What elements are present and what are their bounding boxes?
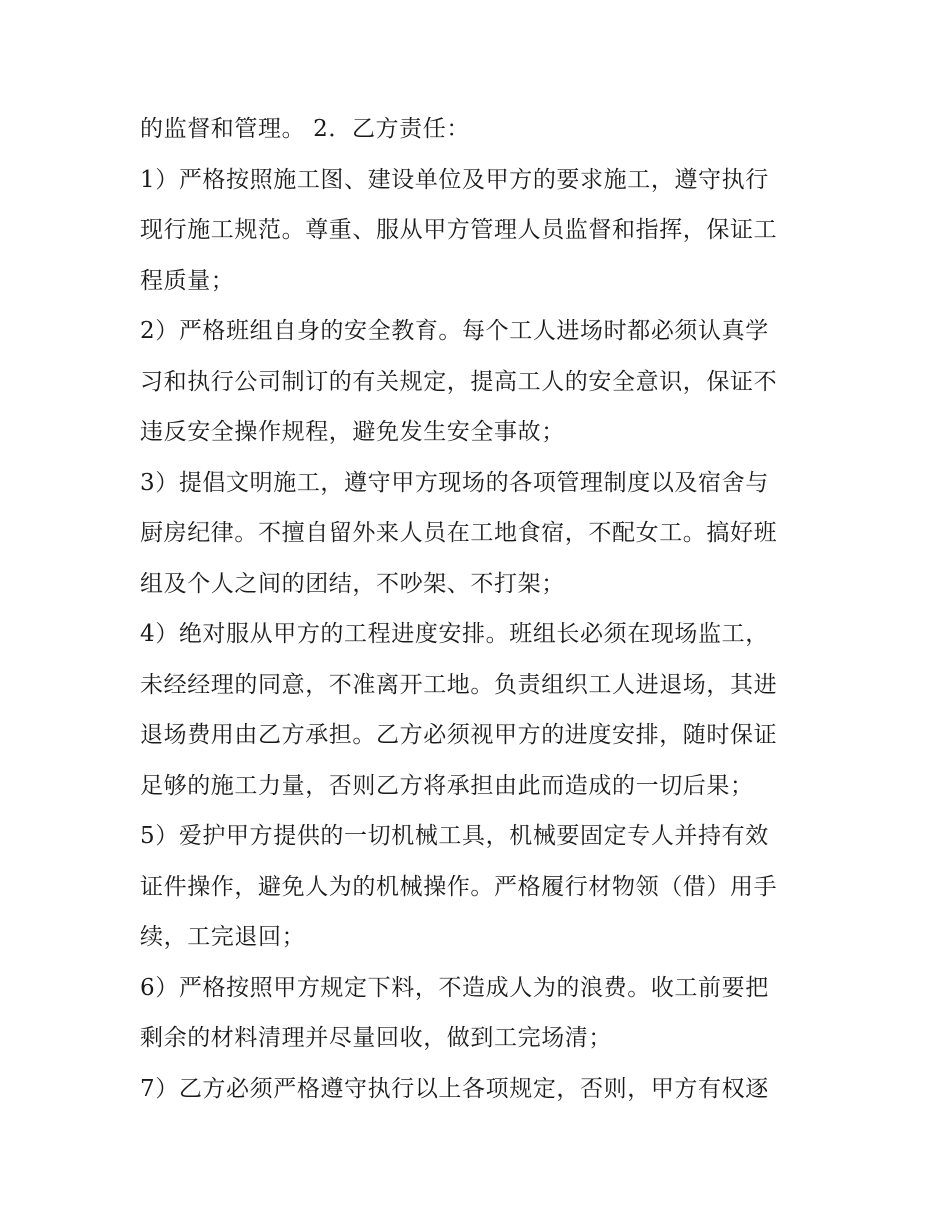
text-line: 现行施工规范。尊重、服从甲方管理人员监督和指挥，保证工 [140,217,778,243]
text-line: 2）严格班组自身的安全教育。每个工人进场时都必须认真学 [140,318,769,344]
text-line: 足够的施工力量，否则乙方将承担由此而造成的一切后果； [140,772,754,799]
text-line: 习和执行公司制订的有关规定，提高工人的安全意识，保证不 [140,368,778,395]
text-line: 剩余的材料清理并尽量回收，做到工完场清； [140,1025,612,1051]
text-line: 退场费用由乙方承担。乙方必须视甲方的进度安排，随时保证 [140,722,778,748]
text-line: 续，工完退回； [140,924,306,950]
text-line: 5）爱护甲方提供的一切机械工具，机械要固定专人并持有效 [140,823,769,849]
text-line: 6）严格按照甲方规定下料，不造成人为的浪费。收工前要把 [140,974,769,1001]
text-line: 7）乙方必须严格遵守执行以上各项规定，否则，甲方有权逐 [140,1075,769,1102]
text-line: 证件操作，避免人为的机械操作。严格履行材物领（借）用手 [140,873,778,900]
text-line: 4）绝对服从甲方的工程进度安排。班组长必须在现场监工， [140,621,769,647]
text-line: 违反安全操作规程，避免发生安全事故； [140,419,565,445]
text-line: 未经经理的同意，不准离开工地。负责组织工人进退场，其进 [140,671,778,698]
text-line: 的监督和管理。 2．乙方责任： [140,116,470,142]
text-line: 程质量； [140,267,235,294]
text-line: 1）严格按照施工图、建设单位及甲方的要求施工，遵守执行 [140,166,769,193]
text-line: 组及个人之间的团结，不吵架、不打架； [140,570,565,597]
document-body [140,104,820,1114]
text-line: 厨房纪律。不擅自留外来人员在工地食宿，不配女工。搞好班 [140,520,778,546]
text-line: 3）提倡文明施工，遵守甲方现场的各项管理制度以及宿舍与 [140,469,769,496]
